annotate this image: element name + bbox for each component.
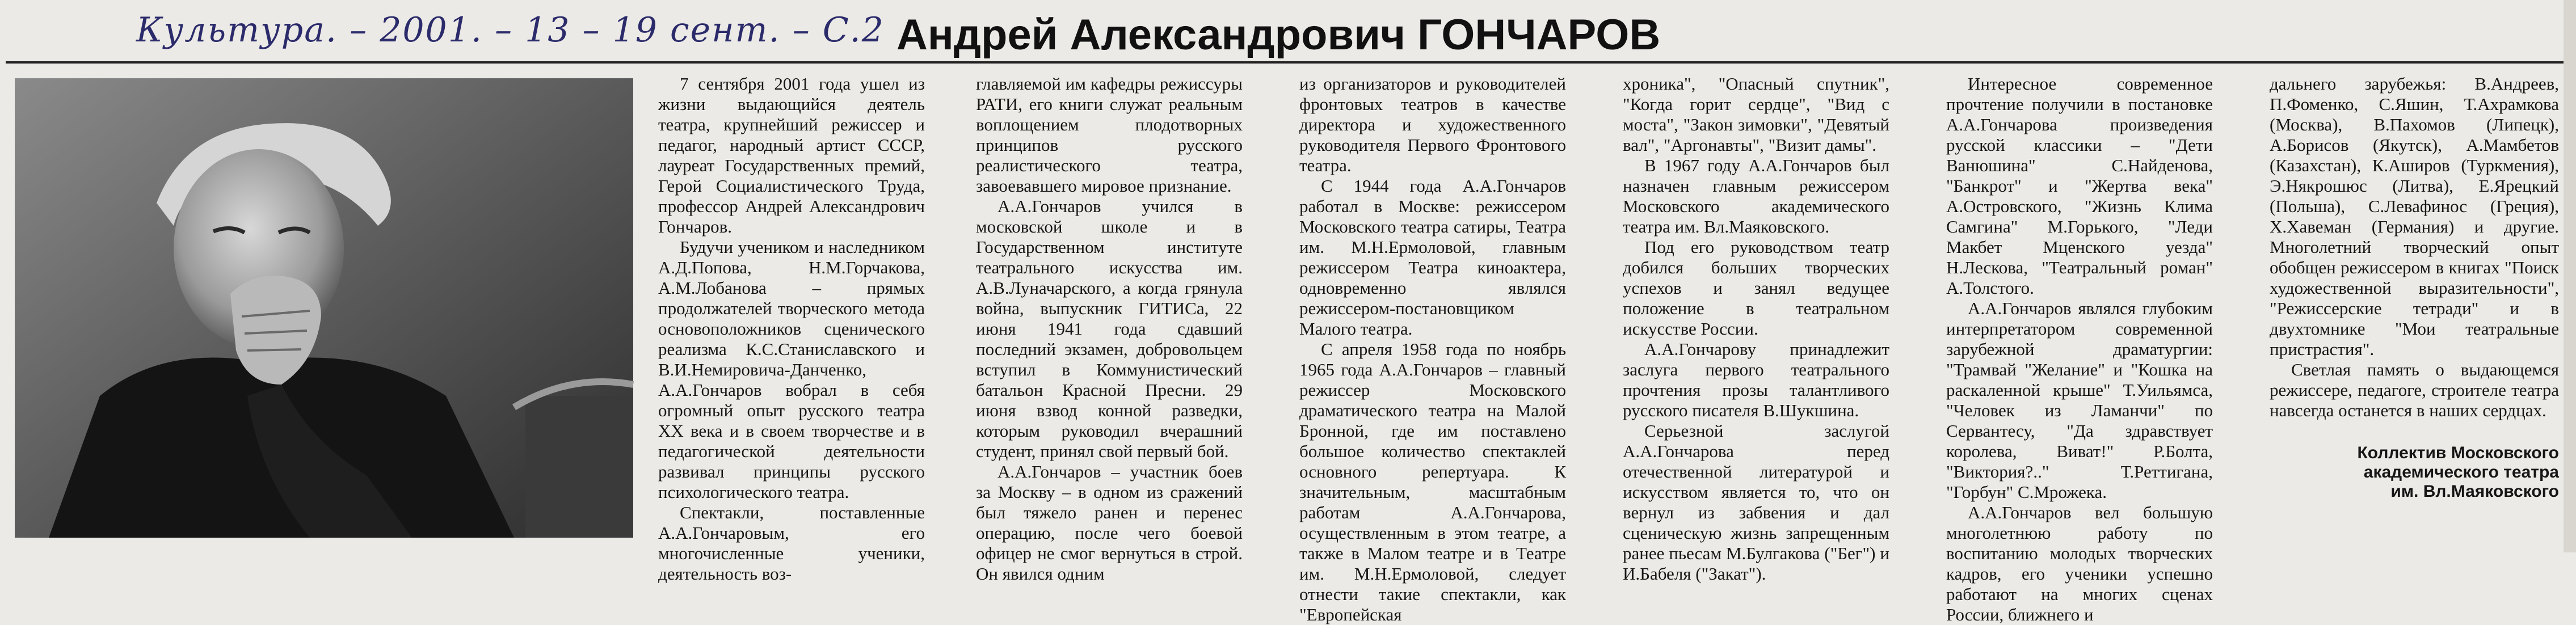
paragraph: А.А.Гончаров – участник боев за Москву – в одном из сражений был тяжело ранен и перенес операцию, после чего боевой офицер не смог вернуться в строй. Он явился одним [976,462,1243,584]
signature-line: Коллектив Московского [2357,444,2559,462]
article-column-4 [1623,74,1889,584]
article-title: Андрей Александрович ГОНЧАРОВ [896,11,1661,59]
article-column-1 [658,74,925,584]
paragraph: из организаторов и руководителей фронтовых театров в качестве директора и художественного руководителя Первого Фронтового театра. [1299,74,1566,175]
paragraph: Будучи учеником и наследником А.Д.Попова, Н.М.Горчакова, А.М.Лобанова – прямых продолжателей творческого метода основоположников сценического реализма К.С.Станиславского и В.И.Немировича-Данченко, А.А.Гончаров вобрал в себя огромный опыт русского театра XX века и в своем творчестве и в педагогической деятельности развивал принципы русского психологического театра. [658,237,925,502]
paragraph: дальнего зарубежья: В.Андреев, П.Фоменко, С.Яшин, Т.Ахрамкова (Москва), В.Пахомов (Липецк), А.Борисов (Якутск), А.Мамбетов (Казахстан), К.Аширов (Туркмения), Э.Някрошюс (Литва), Е.Ярецкий (Польша), С.Левафинос (Греция), Х.Хавеман (Германия) и другие. Многолетний творческий опыт обобщен режиссером в книгах "Поиск художественной выразительности", "Режиссерские тетради" и в двухтомнике "Мои театральные пристрастия". [2270,74,2559,359]
paragraph: Под его руководством театр добился больших творческих успехов и занял ведущее положение в театральном искусстве России. [1623,237,1889,339]
paragraph: Светлая память о выдающемся режиссере, педагоге, строителе театра навсегда останется в наших сердцах. [2270,360,2559,420]
paragraph: С апреля 1958 года по ноябрь 1965 года А.А.Гончаров – главный режиссер Московского драматического театра на Малой Бронной, где им поставлено большое количество спектаклей основного репертуара. К значительным, масштабным работам А.А.Гончарова, осуществленным в этом театре, а также в Малом театре и в Театре им. М.Н.Ермоловой, следует отнести такие спектакли, как "Европейская [1299,339,1566,624]
article-column-5 [1946,74,2213,624]
paragraph: Интересное современное прочтение получили в постановке А.А.Гончарова произведения русской классики – "Дети Ванюшина" С.Найденова, "Банкрот" и "Жертва века" А.Островского, "Жизнь Клима Самгина" М.Горького, "Леди Макбет Мценского уезда" Н.Лескова, "Театральный роман" А.Толстого. [1946,74,2213,298]
paragraph: 7 сентября 2001 года ушел из жизни выдающийся деятель театра, крупнейший режиссер и педагог, народный артист СССР, лауреат Государственных премий, Герой Социалистического Труда, профессор Андрей Александрович Гончаров. [658,74,925,237]
signature [2270,444,2559,501]
article-column-6 [2270,74,2559,544]
paragraph: А.А.Гончаров вел большую многолетнюю работу по воспитанию молодых творческих кадров, его ученики успешно работают на многих сценах России, ближнего и [1946,502,2213,624]
paragraph: Серьезной заслугой А.А.Гончарова перед отечественной литературой и искусством является то, что он вернул из забвения и дал сценическую жизнь запрещенным ранее пьесам М.Булгакова ("Бег") и И.Бабеля ("Закат"). [1623,421,1889,584]
title-divider [6,61,2565,64]
signature-line: им. Вл.Маяковского [2390,482,2559,501]
paragraph: В 1967 году А.А.Гончаров был назначен главным режиссером Московского академического театра им. Вл.Маяковского. [1623,155,1889,237]
paragraph: хроника", "Опасный спутник", "Когда горит сердце", "Вид с моста", "Закон зимовки", "Девятый вал", "Аргонавты", "Визит дамы". [1623,74,1889,155]
paragraph: Спектакли, поставленные А.А.Гончаровым, его многочисленные ученики, деятельность воз- [658,502,925,584]
portrait-photo [15,78,633,538]
paragraph: главляемой им кафедры режиссуры РАТИ, его книги служат реальным воплощением плодотворных принципов русского реалистического театра, завоевавшего мировое признание. [976,74,1243,196]
page-edge [2564,0,2576,552]
paragraph: А.А.Гончаров учился в московской школе и в Государственном институте театрального искусства им. А.В.Луначарского, а когда грянула война, выпускник ГИТИСа, 22 июня 1941 года сдавший последний экзамен, добровольцем вступил в Коммунистический батальон Красной Пресни. 29 июня взвод конной разведки, которым руководил вчерашний студент, принял свой первый бой. [976,196,1243,461]
paragraph: А.А.Гончаров являлся глубоким интерпретатором современной зарубежной драматургии: "Трамвай "Желание" и "Кошка на раскаленной крыше" Т.Уильямса, "Человек из Ламанчи" по Сервантесу, "Да здравствует королева, Виват!" Р.Болта, "Виктория?.." Т.Реттигана, "Горбун" С.Мрожека. [1946,298,2213,502]
article-column-2 [976,74,1243,584]
paragraph: А.А.Гончарову принадлежит заслуга первого театрального прочтения прозы талантливого русского писателя В.Шукшина. [1623,339,1889,420]
signature-line: академического театра [2363,463,2559,482]
paragraph: С 1944 года А.А.Гончаров работал в Москве: режиссером Московского театра сатиры, Театра им. М.Н.Ермоловой, главным режиссером Театра киноактера, одновременно являлся режиссером-постановщиком Малого театра. [1299,176,1566,339]
handwritten-note: Культура. – 2001. – 13 – 19 сент. – С.2 [136,10,885,50]
article-column-3 [1299,74,1566,624]
